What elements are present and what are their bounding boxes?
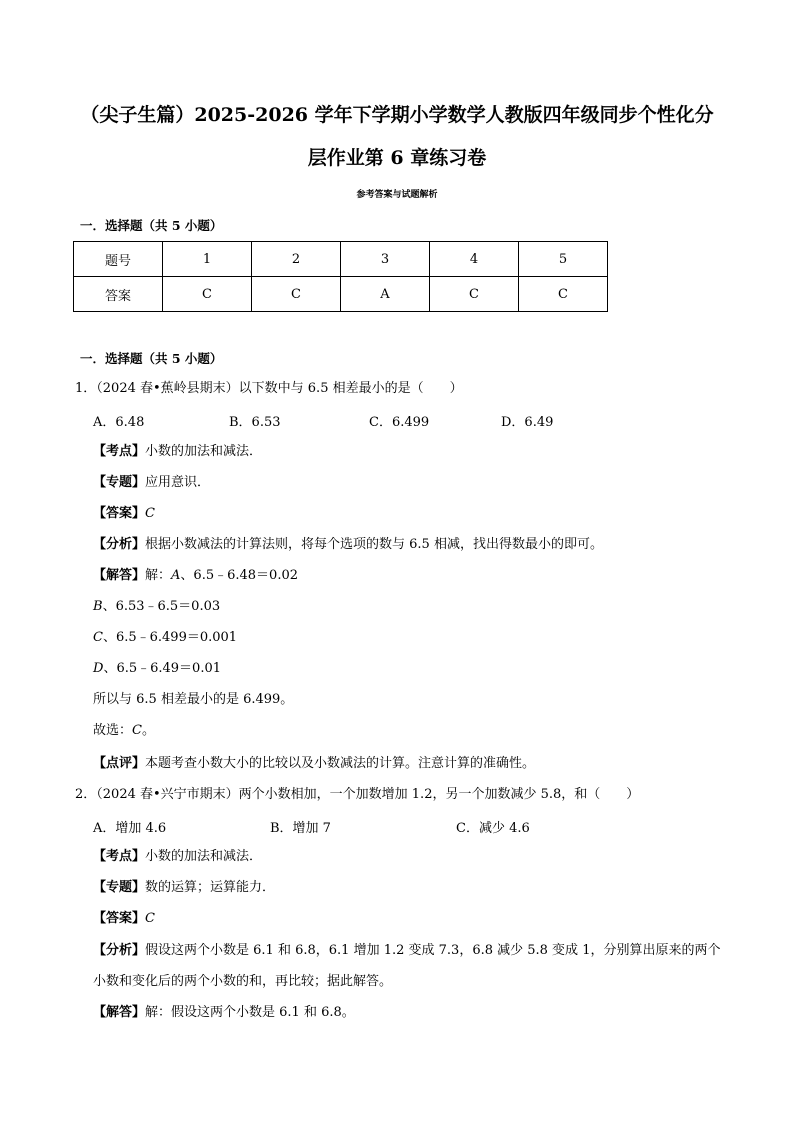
kaodian-tag: 【考点】 [93, 849, 146, 864]
row-label: 答案 [74, 277, 163, 312]
calc-expr: 、6.5﹣6.499＝0.001 [102, 630, 238, 645]
q2-option-c: C．减少 4.6 [456, 821, 530, 836]
fenxi-tag: 【分析】 [93, 943, 146, 958]
q1-option-c: C．6.499 [369, 415, 430, 430]
answer-cell: C [519, 277, 608, 312]
choice-suffix: 。 [141, 723, 155, 738]
question-number: 5 [519, 242, 608, 277]
kaodian-text: 小数的加法和减法． [145, 849, 263, 864]
q1-conclusion: 所以与 6.5 相差最小的是 6.499。 [93, 692, 294, 707]
table-row [74, 242, 608, 277]
q2-fenxi-cont: 小数和变化后的两个小数的和，再比较；据此解答。 [93, 974, 393, 989]
table-row [74, 277, 608, 312]
subtitle: 参考答案与试题解析 [356, 190, 438, 200]
calc-expr: 、6.5﹣6.49＝0.01 [103, 661, 222, 676]
q2-option-b: B．增加 7 [270, 821, 331, 836]
answer-cell: C [252, 277, 341, 312]
q1-zhuanti [93, 474, 210, 492]
q1-calc-b [93, 598, 220, 616]
q1-option-a: A．6.48 [93, 415, 145, 430]
q1-option-b: B．6.53 [229, 415, 281, 430]
jieda-tag: 【解答】 [93, 568, 146, 583]
q1-daan [93, 505, 155, 523]
jieda-prefix: 解： [145, 568, 172, 583]
jieda-tag: 【解答】 [93, 1005, 146, 1020]
daan-tag: 【答案】 [93, 911, 146, 926]
q2-option-a: A．增加 4.6 [93, 821, 167, 836]
daan-text: C [145, 506, 155, 521]
q2-stem: 2．（2024 春•兴宁市期末）两个小数相加，一个加数增加 1.2，另一个加数减少 5.8，和（ ） [75, 787, 640, 802]
choice-prefix: 故选： [93, 723, 133, 738]
calc-expr: 、6.5﹣6.48＝0.02 [180, 568, 298, 583]
zhuanti-text: 应用意识． [145, 475, 211, 490]
daan-tag: 【答案】 [93, 506, 146, 521]
q1-jieda [93, 567, 298, 585]
q2-jieda [93, 1004, 355, 1022]
q2-daan [93, 910, 155, 928]
q1-dianping [93, 755, 535, 773]
question-number: 4 [430, 242, 519, 277]
zhuanti-tag: 【专题】 [93, 475, 146, 490]
calc-letter: B [93, 599, 103, 614]
q2-zhuanti [93, 879, 275, 897]
question-number: 1 [163, 242, 252, 277]
kaodian-text: 小数的加法和减法． [145, 444, 263, 459]
q1-stem: 1．（2024 春•蕉岭县期末）以下数中与 6.5 相差最小的是（ ） [75, 381, 463, 396]
q2-kaodian [93, 848, 262, 866]
detail-section-heading: 一．选择题（共 5 小题） [80, 351, 223, 366]
answer-cell: C [430, 277, 519, 312]
dianping-text: 本题考查小数大小的比较以及小数减法的计算。注意计算的准确性。 [145, 756, 536, 771]
fenxi-text: 根据小数减法的计算法则，将每个选项的数与 6.5 相减，找出得数最小的即可。 [145, 537, 603, 552]
q1-calc-d [93, 660, 221, 678]
kaodian-tag: 【考点】 [93, 444, 146, 459]
choice-letter: C [132, 723, 142, 738]
calc-expr: 、6.53﹣6.5＝0.03 [102, 599, 221, 614]
calc-letter: A [171, 568, 181, 583]
q1-option-d: D．6.49 [501, 415, 554, 430]
jieda-text: 解：假设这两个小数是 6.1 和 6.8。 [145, 1005, 355, 1020]
calc-letter: C [93, 630, 103, 645]
fenxi-text: 假设这两个小数是 6.1 和 6.8，6.1 增加 1.2 变成 7.3，6.8 减少 5.8 变成 1，分别算出原来的两个 [145, 943, 721, 958]
question-number: 2 [252, 242, 341, 277]
answer-cell: C [163, 277, 252, 312]
question-number: 3 [341, 242, 430, 277]
answer-table [73, 241, 608, 312]
dianping-tag: 【点评】 [93, 756, 146, 771]
title-line-1: （尖子生篇）2025-2026 学年下学期小学数学人教版四年级同步个性化分 [80, 104, 714, 126]
row-label: 题号 [74, 242, 163, 277]
q2-fenxi [93, 942, 720, 960]
answer-section-heading: 一．选择题（共 5 小题） [80, 218, 223, 233]
q1-calc-c [93, 629, 237, 647]
daan-text: C [145, 911, 155, 926]
q1-kaodian [93, 443, 262, 461]
zhuanti-text: 数的运算；运算能力． [145, 880, 276, 895]
zhuanti-tag: 【专题】 [93, 880, 146, 895]
fenxi-tag: 【分析】 [93, 537, 146, 552]
q1-choice [93, 722, 155, 740]
answer-cell: A [341, 277, 430, 312]
calc-letter: D [93, 661, 104, 676]
title-line-2: 层作业第 6 章练习卷 [307, 147, 487, 169]
q1-fenxi [93, 536, 603, 554]
